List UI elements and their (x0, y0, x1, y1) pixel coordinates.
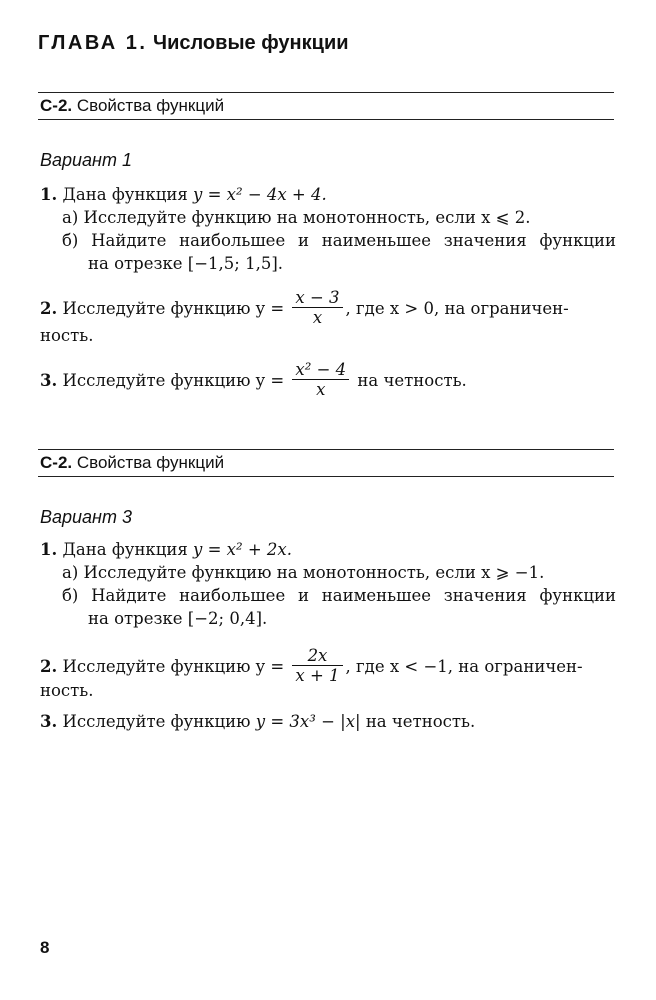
section-title: Свойства функций (76, 453, 225, 472)
section-code: С-2. (40, 453, 73, 472)
variant-heading-1: Вариант 1 (40, 150, 132, 170)
problem-number: 3. (40, 712, 58, 731)
problem-tail: на четность. (357, 371, 467, 390)
problem-number: 1. (40, 540, 58, 559)
fraction-denominator: x (312, 308, 323, 327)
variant-heading-3: Вариант 3 (40, 507, 132, 527)
fraction-denominator: x + 1 (295, 666, 340, 685)
function-formula: y = 3x³ − |x| (255, 712, 361, 731)
fraction (292, 288, 342, 327)
problem-2-statement (40, 290, 569, 329)
fraction-denominator: x (316, 380, 326, 399)
chapter-title: Числовые функции (153, 32, 349, 54)
problem-lead: Дана функция (62, 185, 188, 204)
problem-lead: Исследуйте функцию y = (62, 371, 285, 390)
problem-number: 1. (40, 185, 58, 204)
problem-tail: , где x < −1, на ограничен- (345, 657, 583, 676)
chapter-label: ГЛАВА 1. (38, 32, 148, 54)
section-title: Свойства функций (76, 96, 225, 115)
problem-1-part-b: б) Найдите наибольшее и наименьшее значения функции (62, 231, 616, 250)
function-formula: y = x² − 4x + 4. (193, 185, 327, 204)
section-header-1 (38, 92, 614, 120)
problem-1-part-b-cont: на отрезке [−1,5; 1,5]. (88, 254, 284, 273)
problem-2-statement (40, 648, 583, 687)
problem-1-part-a: а) Исследуйте функцию на монотонность, если x ⩽ 2. (62, 208, 531, 227)
section-code: С-2. (40, 96, 73, 115)
problem-2-cont: ность. (40, 681, 94, 700)
fraction-numerator: x² − 4 (292, 360, 349, 380)
problem-number: 3. (40, 371, 58, 390)
problem-1-part-b-cont: на отрезке [−2; 0,4]. (88, 609, 268, 628)
problem-tail: на четность. (365, 712, 476, 731)
problem-1-part-a: а) Исследуйте функцию на монотонность, если x ⩾ −1. (62, 563, 545, 582)
fraction-numerator: x − 3 (292, 288, 342, 308)
section-header-2 (38, 449, 614, 477)
problem-3-statement (40, 711, 475, 733)
chapter-heading (38, 32, 349, 55)
fraction (292, 646, 342, 685)
problem-1-statement (40, 539, 292, 561)
problem-number: 2. (40, 657, 58, 676)
fraction (292, 360, 349, 399)
problem-lead: Исследуйте функцию y = (62, 657, 285, 676)
problem-number: 2. (40, 299, 58, 318)
problem-lead: Исследуйте функцию (62, 712, 251, 731)
page-number: 8 (40, 938, 50, 957)
problem-lead: Исследуйте функцию y = (62, 299, 285, 318)
fraction-numerator: 2x (292, 646, 342, 666)
problem-2-cont: ность. (40, 326, 94, 345)
problem-1-statement (40, 184, 327, 206)
problem-3-statement (40, 362, 467, 401)
function-formula: y = x² + 2x. (193, 540, 292, 559)
problem-1-part-b: б) Найдите наибольшее и наименьшее значения функции (62, 586, 616, 605)
problem-tail: , где x > 0, на ограничен- (345, 299, 569, 318)
problem-lead: Дана функция (62, 540, 188, 559)
